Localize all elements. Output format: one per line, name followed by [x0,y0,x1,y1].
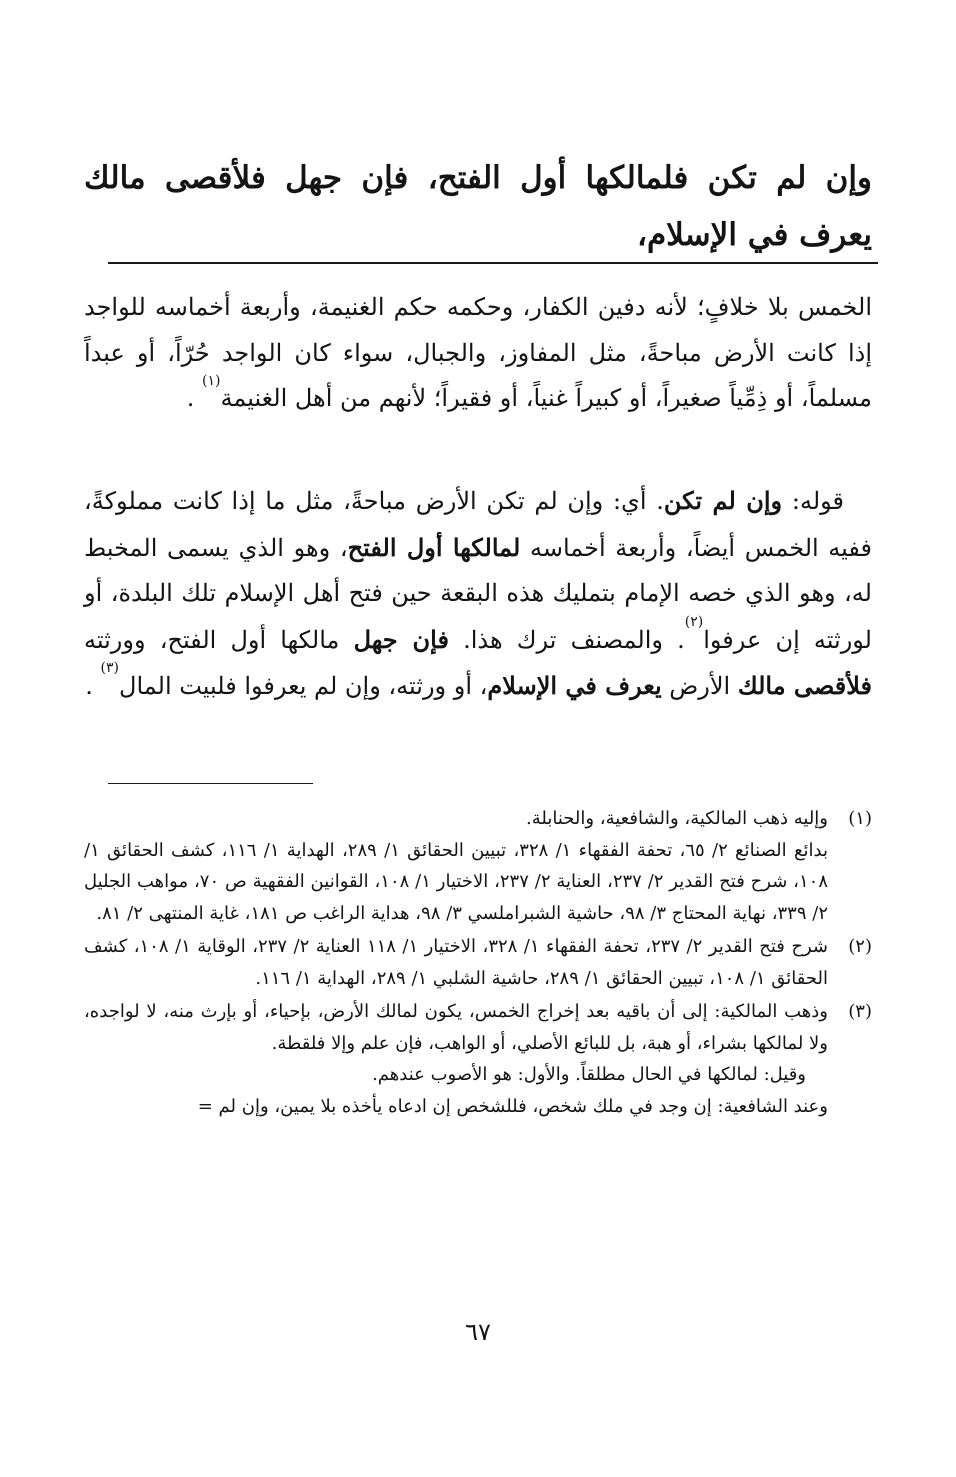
footnote-line: وعند الشافعية: إن وجد في ملك شخص، فللشخص إن ادعاه يأخذه بلا يمين، وإن لم = [197,1095,828,1117]
footnote-ref-2[interactable]: (٢) [684,613,704,630]
paragraph-1-text: الخمس بلا خلافٍ؛ لأنه دفين الكفار، وحكمه حكم الغنيمة، وأربعة أخماسه للواجد إذا كانت الأرض مباحةً، مثل المفاوز، والجبال، سواء كان الواجد حُرّاً، أو عبداً مسلماً، أو ذِمِّياً صغيراً، أو كبيراً غنياً، أو فقيراً؛ لأنهم من أهل الغنيمة [84,293,872,412]
paragraph-2-segment: ، أو ورثته، وإن لم يعرفوا فلبيت المال [119,672,488,700]
commentary-paragraph-2 [84,478,872,710]
footnote-2 [84,931,872,994]
quoted-phrase: فلأقصى مالك [737,671,872,700]
quoted-phrase: يعرف في الإسلام [487,671,662,700]
quoted-phrase: فإن جهل [353,624,449,654]
footnote-line: وقيل: لمالكها في الحال مطلقاً. والأول: هو الأصوب عندهم. [372,1064,806,1085]
footnote-line: بدائع الصنائع ٢/ ٦٥، تحفة الفقهاء ١/ ٣٢٨، تبيين الحقائق ١/ ٢٨٩، الهداية ١/ ١١٦، كشف الحقائق ١/ ١٠٨، شرح فتح القدير ٢/ ٢٣٧، العناية ٢/ ٢٣٧، الاختيار ١/ ١٠٨، القوانين الفقهية ص ٧٠، مواهب الجليل ٢/ ٣٣٩، نهاية المحتاج ٣/ ٩٨، حاشية الشبراملسي ٣/ ٩٨، هداية الراغب ص ١٨١، غاية المنتهى ٢/ ٨١. [84,839,829,924]
footnote-ref-1[interactable]: (١) [201,373,221,389]
footnote-number: (٣) [848,1001,872,1022]
footnotes-section [84,803,872,1124]
main-text-heading: وإن لم تكن فلمالكها أول الفتح، فإن جهل فلأقصى مالك يعرف في الإسلام، [84,160,872,253]
footnote-ref-3[interactable]: (٣) [100,660,119,676]
footnote-1 [84,803,872,929]
paragraph-2-segment: . والمصنف ترك هذا. [448,625,685,654]
footnote-number: (٢) [848,936,872,957]
footnote-line: وإليه ذهب المالكية، والشافعية، والحنابلة. [526,808,828,829]
paragraph-2-segment: مالكها أول الفتح، وورثته [84,625,354,654]
footnote-number: (١) [848,808,872,829]
footnote-separator-line [108,783,313,784]
footnote-line: شرح فتح القدير ٢/ ٢٣٧، تحفة الفقهاء ١/ ٣٢٨، الاختيار ١/ ١١٨ العناية ٢/ ٢٣٧، الوقاية ١/ ١٠٨، كشف الحقائق ١/ ١٠٨، تبيين الحقائق ١/ ٢٨٩، حاشية الشلبي ١/ ٢٨٩، الهداية ١/ ١١٦. [84,936,828,989]
paragraph-2-segment: قوله: [782,487,844,515]
heading-separator-line [108,262,878,264]
footnote-line: وذهب المالكية: إلى أن باقيه بعد إخراج الخمس، يكون لمالك الأرض، بإحياء، أو بإرث منه، لا لواجده، ولا لمالكها بشراء، أو هبة، بل للبائع الأصلي، أو الواهب، فإن علم وإلا فلقطة. [84,1001,828,1054]
paragraph-1-end: . [186,384,202,412]
page-number: ٦٧ [465,1318,491,1346]
paragraph-2-end: . [85,672,101,700]
footnote-3 [84,996,872,1122]
paragraph-2-segment: الأرض [661,672,738,700]
commentary-paragraph-1 [84,285,872,422]
paragraph-2-segment: . أي: وإن لم تكن الأرض مباحةً، مثل ما إذا كانت مملوكةً، ففيه الخمس أيضاً، وأربعة أخماسه [84,487,873,562]
quoted-phrase: لمالكها أول الفتح [347,532,521,562]
paragraph-2-segment: ، وهو الذي يسمى المخبط له، وهو الذي خصه الإمام بتمليك هذه البقعة حين فتح أهل الإسلام تلك البلدة، أو لورثته إن عرفوا [84,533,872,654]
quoted-phrase: وإن لم تكن [663,486,783,515]
